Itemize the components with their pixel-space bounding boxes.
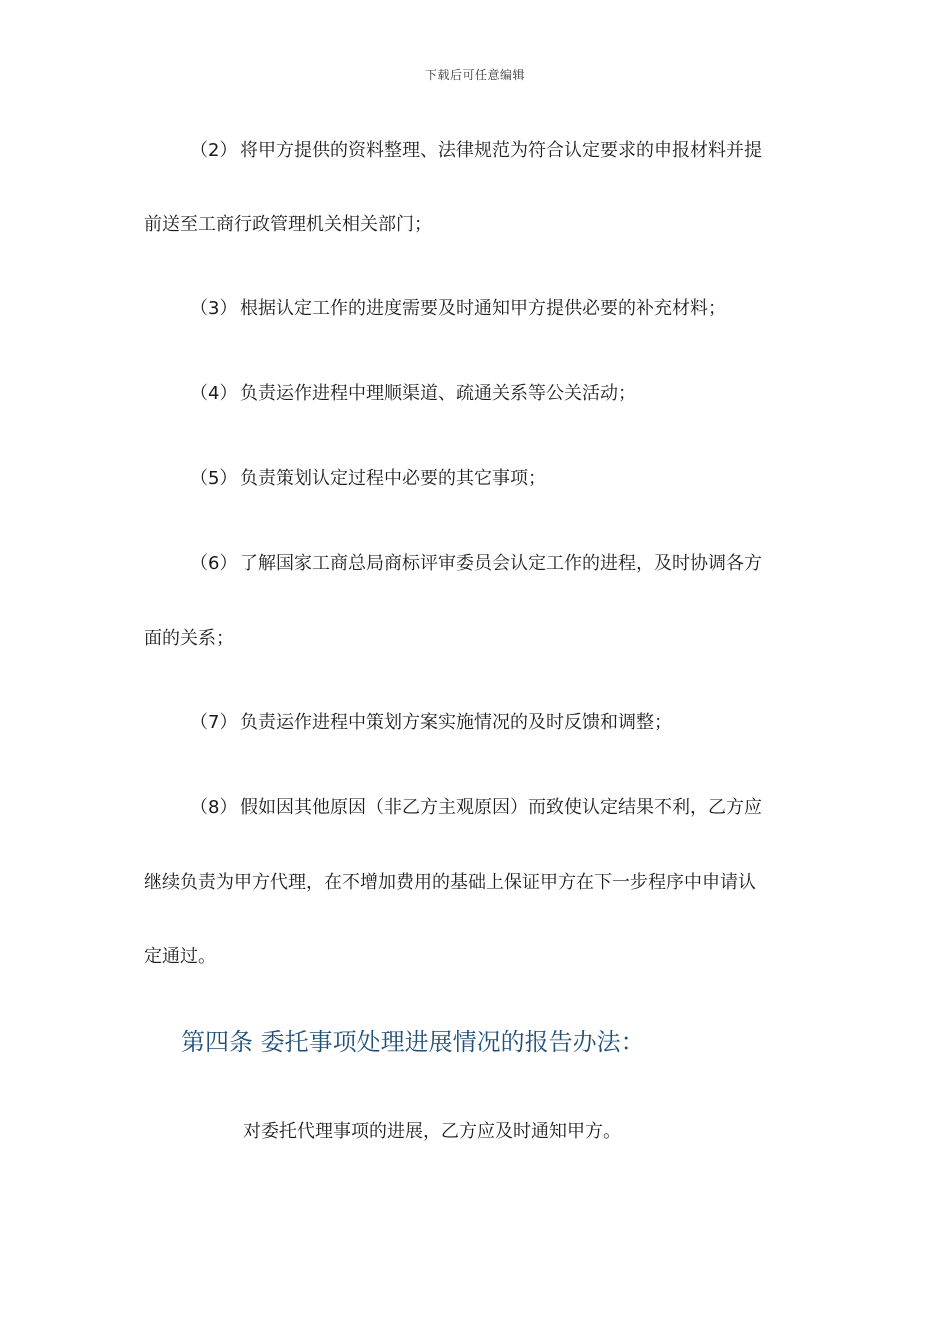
page-header-note: 下载后可任意编辑 bbox=[424, 68, 525, 82]
item-number: （3） bbox=[190, 298, 238, 319]
item-number: （2） bbox=[190, 140, 238, 161]
item-number: （8） bbox=[190, 797, 238, 818]
list-item bbox=[190, 139, 762, 163]
item-text: 假如因其他原因（非乙方主观原因）而致使认定结果不利，乙方应 bbox=[240, 797, 762, 818]
item-continuation: 继续负责为甲方代理，在不增加费用的基础上保证甲方在下一步程序中申请认 bbox=[144, 872, 756, 893]
item-text: 负责策划认定过程中必要的其它事项； bbox=[240, 468, 546, 489]
item-number: （5） bbox=[190, 468, 238, 489]
list-item bbox=[190, 552, 762, 576]
item-text: 了解国家工商总局商标评审委员会认定工作的进程，及时协调各方 bbox=[240, 553, 762, 574]
list-item bbox=[190, 297, 726, 321]
list-item bbox=[190, 467, 546, 491]
list-item bbox=[190, 711, 672, 735]
section-heading: 第四条 委托事项处理进展情况的报告办法： bbox=[181, 1028, 645, 1056]
list-item bbox=[190, 796, 762, 820]
item-continuation: 定通过。 bbox=[144, 946, 216, 967]
section-body-text: 对委托代理事项的进展，乙方应及时通知甲方。 bbox=[243, 1121, 621, 1142]
item-continuation: 面的关系； bbox=[144, 628, 234, 649]
list-item bbox=[190, 382, 636, 406]
item-text: 负责运作进程中理顺渠道、疏通关系等公关活动； bbox=[240, 383, 636, 404]
item-number: （6） bbox=[190, 553, 238, 574]
item-number: （7） bbox=[190, 712, 238, 733]
item-text: 负责运作进程中策划方案实施情况的及时反馈和调整； bbox=[240, 712, 672, 733]
item-number: （4） bbox=[190, 383, 238, 404]
item-text: 将甲方提供的资料整理、法律规范为符合认定要求的申报材料并提 bbox=[240, 140, 762, 161]
item-continuation: 前送至工商行政管理机关相关部门； bbox=[144, 214, 432, 235]
item-text: 根据认定工作的进度需要及时通知甲方提供必要的补充材料； bbox=[240, 298, 726, 319]
